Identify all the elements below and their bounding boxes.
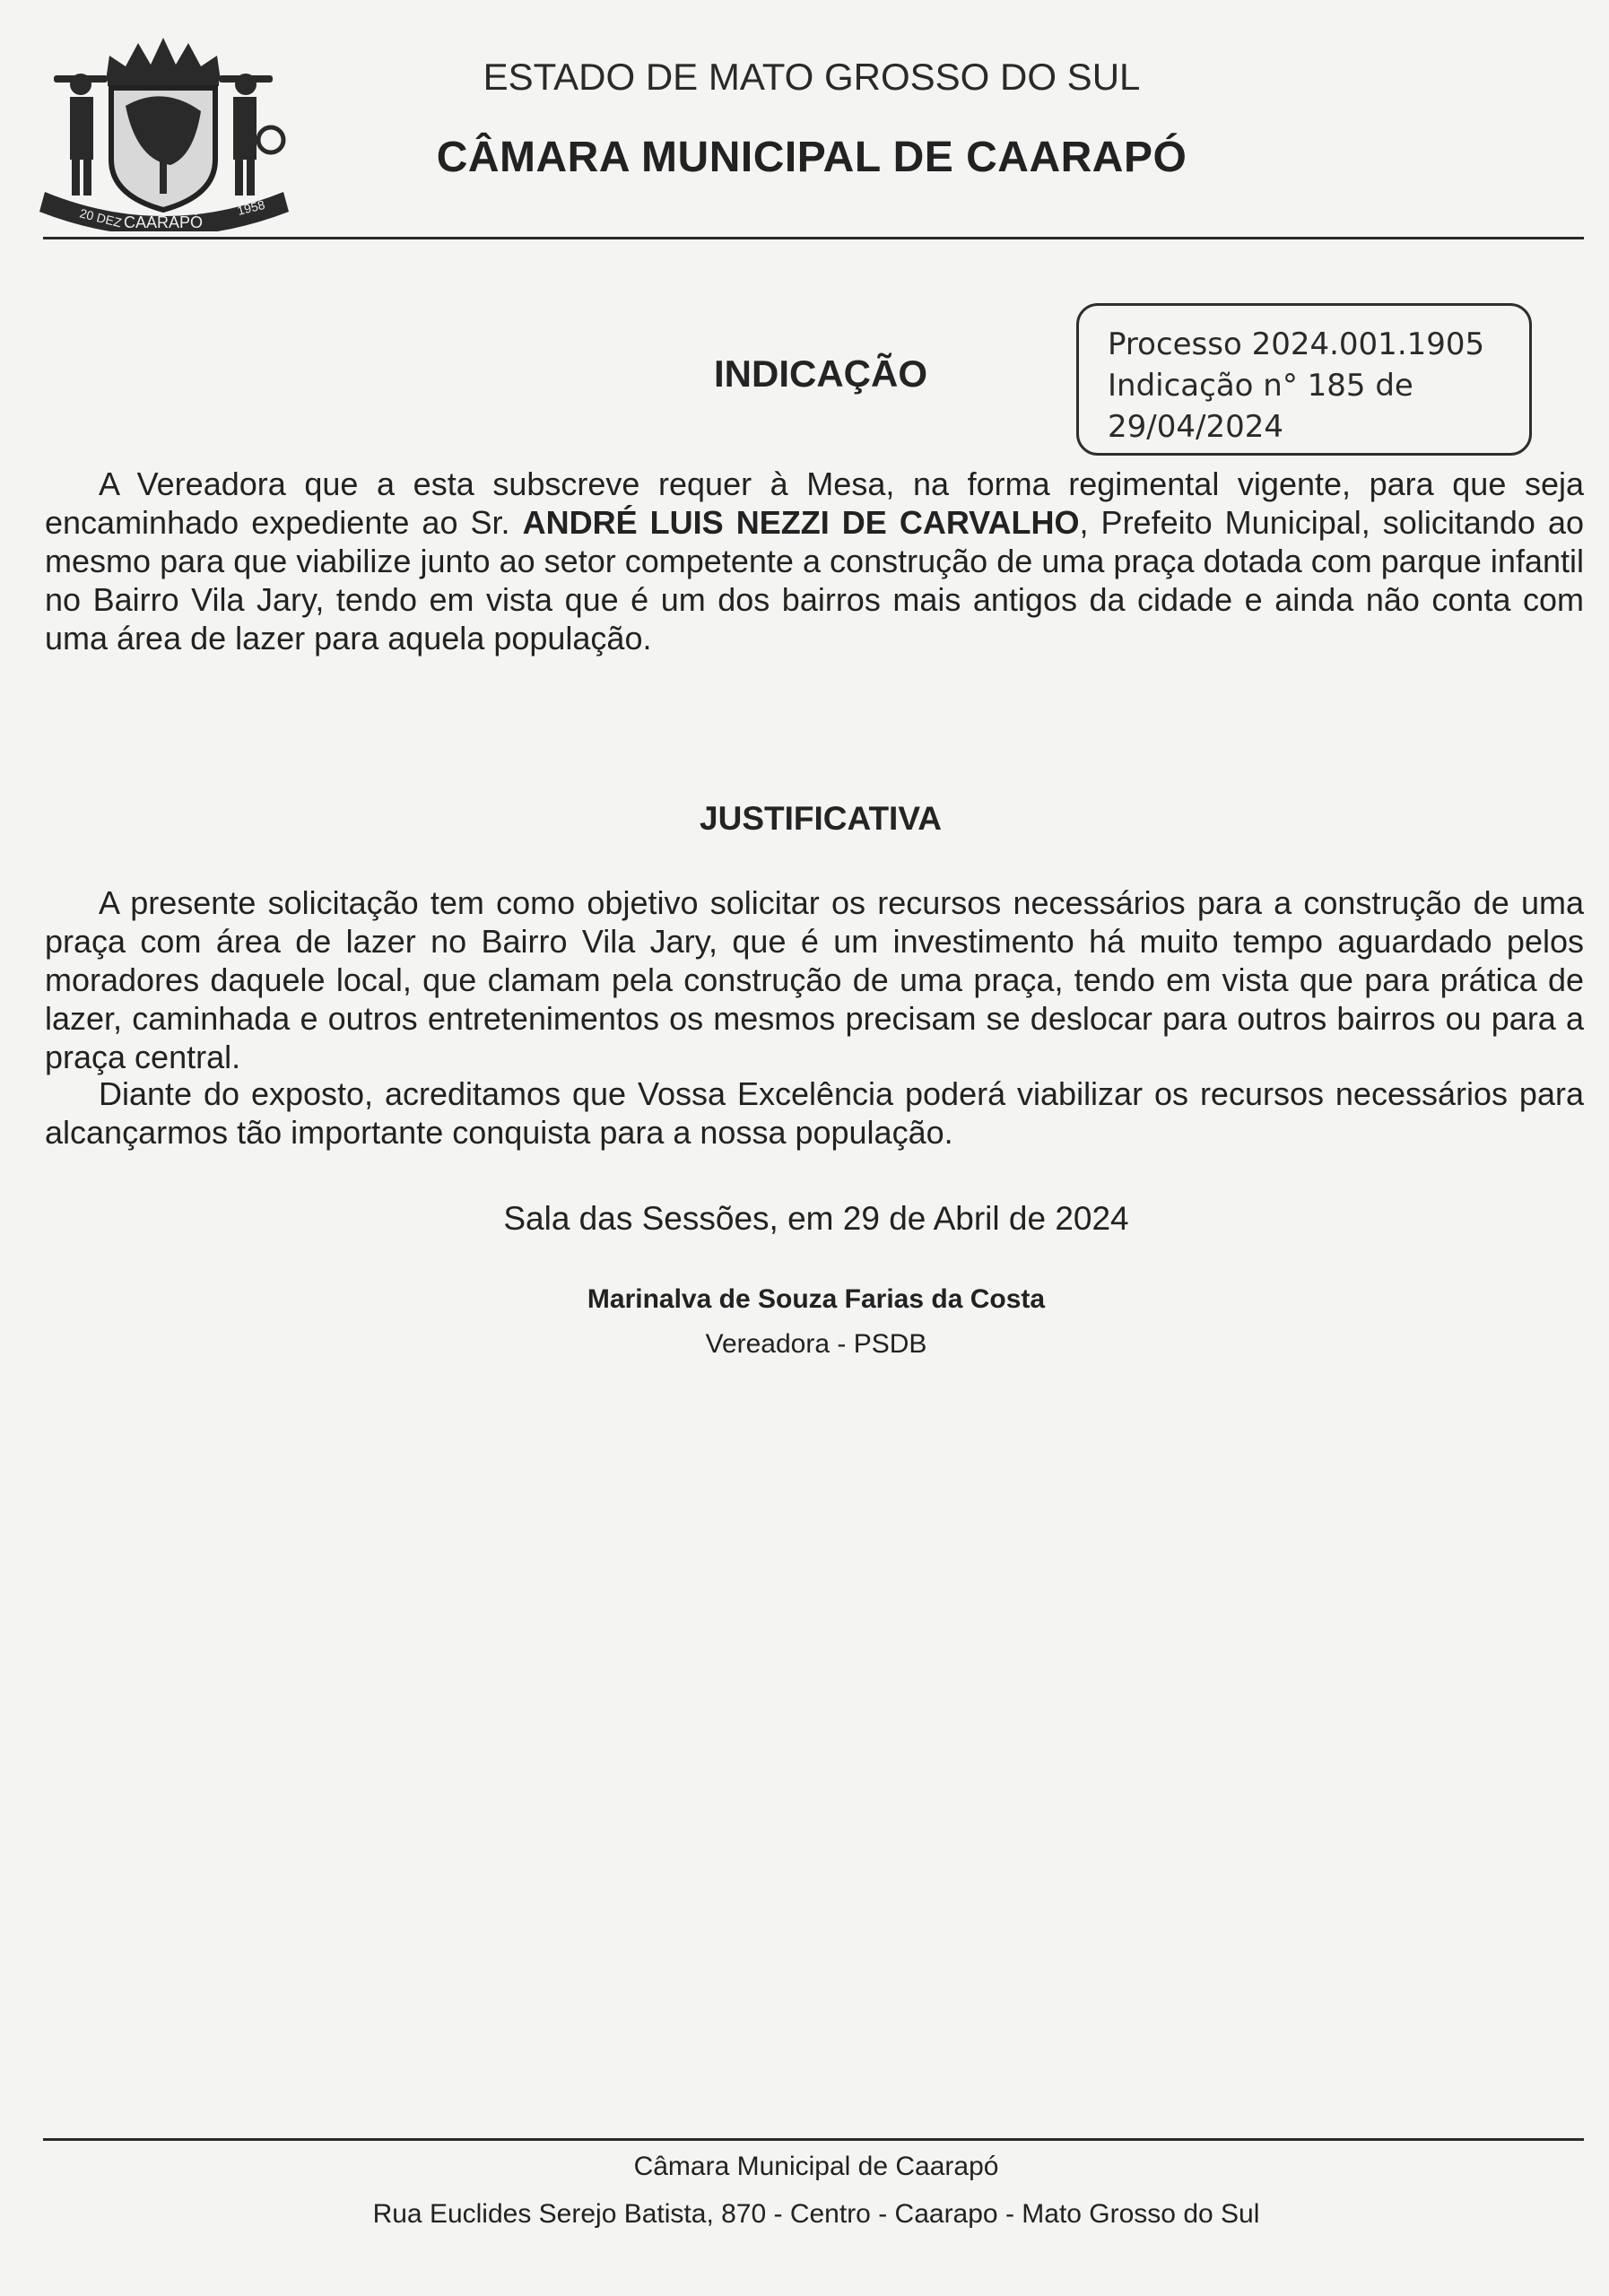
- session-date: Sala das Sessões, em 29 de Abril de 2024: [503, 1200, 1129, 1237]
- indicacao-paragraph: [45, 465, 1584, 657]
- header-divider: [43, 237, 1584, 239]
- indicacao-title: INDICAÇÃO: [714, 352, 927, 395]
- signer-role: Vereadora - PSDB: [705, 1329, 927, 1359]
- process-number: Processo 2024.001.1905: [1108, 326, 1485, 362]
- indicacao-text-b: , Prefeito Municipal, solicitando ao mesmo para que viabilize junto ao setor competente a construção de uma praça dotada com parque infantil no Bairro Vila Jary, tendo em vista que é um dos bairros mais antigos da cidade e ainda não conta com uma área de lazer para aquela população.: [45, 504, 1585, 657]
- signer-name: Marinalva de Souza Farias da Costa: [587, 1284, 1046, 1314]
- justificativa-paragraph-2: Diante do exposto, acreditamos que Vossa Excelência poderá viabilizar os recursos necessários para alcançarmos tão importante conquista para a nossa população.: [45, 1075, 1584, 1151]
- header-chamber-title: CÂMARA MUNICIPAL DE CAARAPÓ: [436, 134, 1187, 181]
- justificativa-title: JUSTIFICATIVA: [700, 800, 942, 837]
- indicacao-number: Indicação n° 185 de: [1108, 368, 1413, 404]
- mayor-name: ANDRÉ LUIS NEZZI DE CARVALHO: [522, 504, 1080, 541]
- svg-text:1958: 1958: [235, 196, 266, 218]
- indicacao-text-a: A Vereadora que a esta subscreve requer à Mesa, na forma regimental vigente, para que seja encaminhado expediente ao Sr.: [45, 465, 1584, 541]
- footer-address: Rua Euclides Serejo Batista, 870 - Centro - Caarapo - Mato Grosso do Sul: [372, 2199, 1260, 2229]
- footer-divider: [43, 2138, 1584, 2141]
- process-date: 29/04/2024: [1108, 409, 1283, 445]
- header-state: ESTADO DE MATO GROSSO DO SUL: [483, 56, 1141, 98]
- svg-text:20 DEZ: 20 DEZ: [78, 205, 124, 230]
- justificativa-paragraph-1: A presente solicitação tem como objetivo solicitar os recursos necessários para a construção de uma praça com área de lazer no Bairro Vila Jary, que é um investimento há muito tempo aguardado pelos moradores daquele local, que clamam pela construção de uma praça, tendo em vista que para prática de lazer, caminhada e outros entretenimentos os mesmos precisam se deslocar para outros bairros ou para a praça central.: [45, 884, 1584, 1075]
- svg-text:CAARAPÓ: CAARAPÓ: [123, 213, 204, 231]
- footer-institution: Câmara Municipal de Caarapó: [633, 2152, 999, 2181]
